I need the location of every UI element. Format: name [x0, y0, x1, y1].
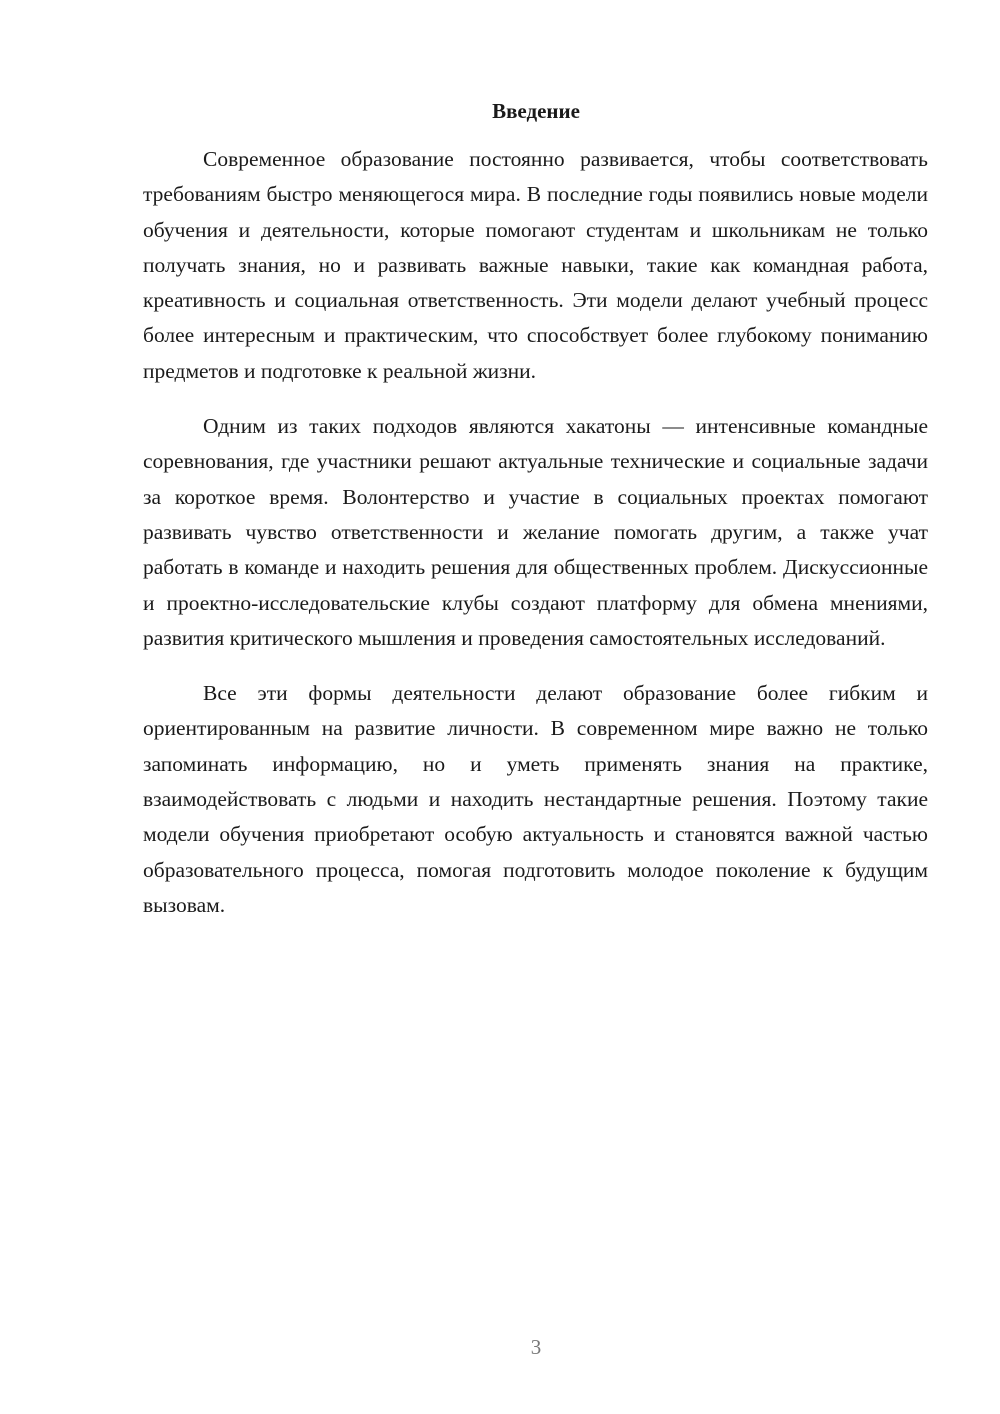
paragraph-1: Современное образование постоянно развивается, чтобы соответствовать требованиям быстро меняющегося мира. В последние годы появились новые модели обучения и деятельности, которые помогают студентам и школьникам не только получать знания, но и развивать важные навыки, такие как командная работа, креативность и социальная ответственность. Эти модели делают учебный процесс более интересным и практическим, что способствует более глубокому пониманию предметов и подготовке к реальной жизни. — [143, 147, 928, 383]
page-number: 3 — [530, 1335, 542, 1359]
body-text — [143, 142, 928, 943]
paragraph-3: Все эти формы деятельности делают образование более гибким и ориентированным на развитие личности. В современном мире важно не только запоминать информацию, но и уметь применять знания на практике, взаимодействовать с людьми и находить нестандартные решения. Поэтому такие модели обучения приобретают особую актуальность и становятся важной частью образовательного процесса, помогая подготовить молодое поколение к будущим вызовам. — [143, 681, 928, 917]
section-heading: Введение — [492, 99, 580, 123]
paragraph-2: Одним из таких подходов являются хакатоны — интенсивные командные соревнования, где участники решают актуальные технические и социальные задачи за короткое время. Волонтерство и участие в социальных проектах помогают развивать чувство ответственности и желание помогать другим, а также учат работать в команде и находить решения для общественных проблем. Дискуссионные и проектно-исследовательские клубы создают платформу для обмена мнениями, развития критического мышления и проведения самостоятельных исследований. — [143, 414, 928, 650]
